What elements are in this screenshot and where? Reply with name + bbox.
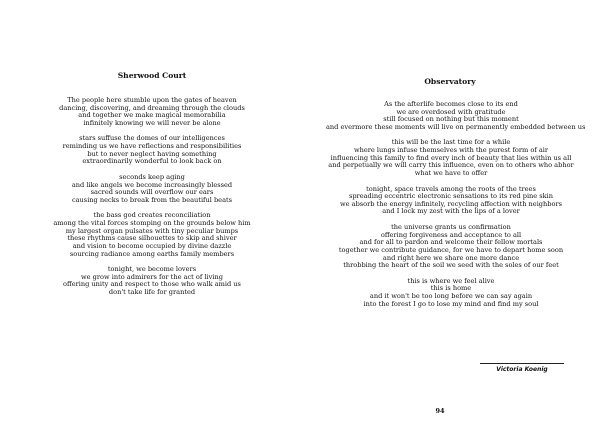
right-page bbox=[300, 0, 600, 424]
stanza bbox=[44, 212, 260, 258]
poem-line: and like angels we become increasingly blessed bbox=[71, 180, 233, 189]
poem-line: and right here we share one more dance bbox=[382, 253, 520, 262]
poem-line: still focused on nothing but this moment bbox=[383, 115, 519, 124]
poem-line: offering forgiveness and acceptance to all bbox=[380, 230, 522, 239]
poem-line: reminding us we have reflections and responsibilities bbox=[62, 142, 242, 151]
poem-body bbox=[326, 100, 586, 308]
poem-line: and it won't be too long before we can say again bbox=[369, 291, 533, 300]
poem-line: where lungs infuse themselves with the purest form of air bbox=[353, 146, 549, 155]
poem-line: and I lock my zest with the lips of a lover bbox=[382, 207, 520, 216]
poem-line: don't take life for granted bbox=[108, 287, 196, 296]
page-number: 94 bbox=[435, 407, 445, 415]
poem-line: this will be the last time for a while bbox=[391, 138, 511, 147]
stanza bbox=[44, 135, 260, 166]
author-divider bbox=[480, 363, 564, 364]
poem-line: influencing this family to find every inch of beauty that lies within us all bbox=[330, 153, 572, 162]
poem-line: sourcing radiance among earths family members bbox=[69, 249, 235, 258]
poem-title: Observatory bbox=[424, 77, 476, 86]
poem-line: into the forest I go to lose my mind and find my soul bbox=[363, 299, 539, 308]
poem-line: this is home bbox=[430, 284, 472, 293]
poem-line: offering unity and respect to those who walk amid us bbox=[63, 280, 241, 289]
poem-line: extraordinarily wonderful to look back on bbox=[82, 157, 222, 166]
poem-line: this is where we feel alive bbox=[407, 276, 495, 285]
poem-line: and together we make magical memorabilia bbox=[78, 111, 226, 120]
stanza bbox=[326, 100, 586, 132]
poem-line: we absorb the energy infinitely, recycling affection with neighbors bbox=[340, 199, 562, 208]
poem-line: seconds keep aging bbox=[119, 172, 185, 181]
stanza bbox=[44, 174, 260, 205]
poem-line: and evermore these moments will live on permanently embedded between us bbox=[326, 122, 586, 131]
stanza bbox=[326, 186, 576, 217]
stanza bbox=[44, 266, 260, 297]
poem-line: throbbing the heart of the soil we seed with the soles of our feet bbox=[343, 261, 559, 270]
poem-line: we grow into admirers for the act of living bbox=[81, 272, 223, 281]
poem-line: but to never neglect having something bbox=[87, 149, 217, 158]
author-name: Victoria Koenig bbox=[496, 366, 548, 373]
poem-line: As the afterlife becomes close to its end bbox=[384, 100, 518, 108]
poem-line: the bass god creates reconciliation bbox=[93, 211, 211, 220]
poem-line: among the vital forces stomping on the grounds below him bbox=[53, 218, 251, 227]
stanza bbox=[326, 278, 576, 309]
poem-line: and perpetually we will carry this influence, even on to others who abhor what we have to offer bbox=[328, 161, 574, 178]
poem-line: tonight, space travels among the roots of the trees bbox=[366, 184, 536, 193]
poem-line: we are overdosed with gratitude bbox=[396, 107, 506, 116]
stanza bbox=[44, 97, 260, 128]
poem-line: my largest organ pulsates with tiny peculiar bumps bbox=[65, 226, 239, 235]
poem-line: spreading eccentric electronic sensations to its red pine skin bbox=[348, 192, 554, 201]
poem-line: stars suffuse the domes of our intelligences bbox=[79, 134, 225, 143]
poem-body bbox=[44, 97, 260, 297]
poem-line: together we contribute guidance, for we have to depart home soon bbox=[338, 245, 564, 254]
stanza bbox=[326, 224, 576, 270]
poem-line: causing necks to break from the beautiful beats bbox=[71, 195, 233, 204]
poem-line: dancing, discovering, and dreaming through the clouds bbox=[59, 103, 245, 112]
poem-line: infinitely knowing we will never be alone bbox=[83, 118, 221, 127]
poem-line: and vision to become occupied by divine dazzle bbox=[72, 241, 232, 250]
poem-line: the universe grants us confirmation bbox=[391, 222, 511, 231]
poem-line: and for all to pardon and welcome their fellow mortals bbox=[359, 238, 543, 247]
stanza bbox=[326, 139, 576, 177]
poem-title: Sherwood Court bbox=[117, 71, 187, 80]
poem-line: The people here stumble upon the gates of heaven bbox=[67, 96, 237, 104]
poem-line: tonight, we become lovers bbox=[107, 265, 197, 273]
poem-line: these rhythms cause silhouettes to skip and shiver bbox=[67, 234, 237, 243]
poem-line: sacred sounds will overflow our ears bbox=[90, 188, 214, 197]
